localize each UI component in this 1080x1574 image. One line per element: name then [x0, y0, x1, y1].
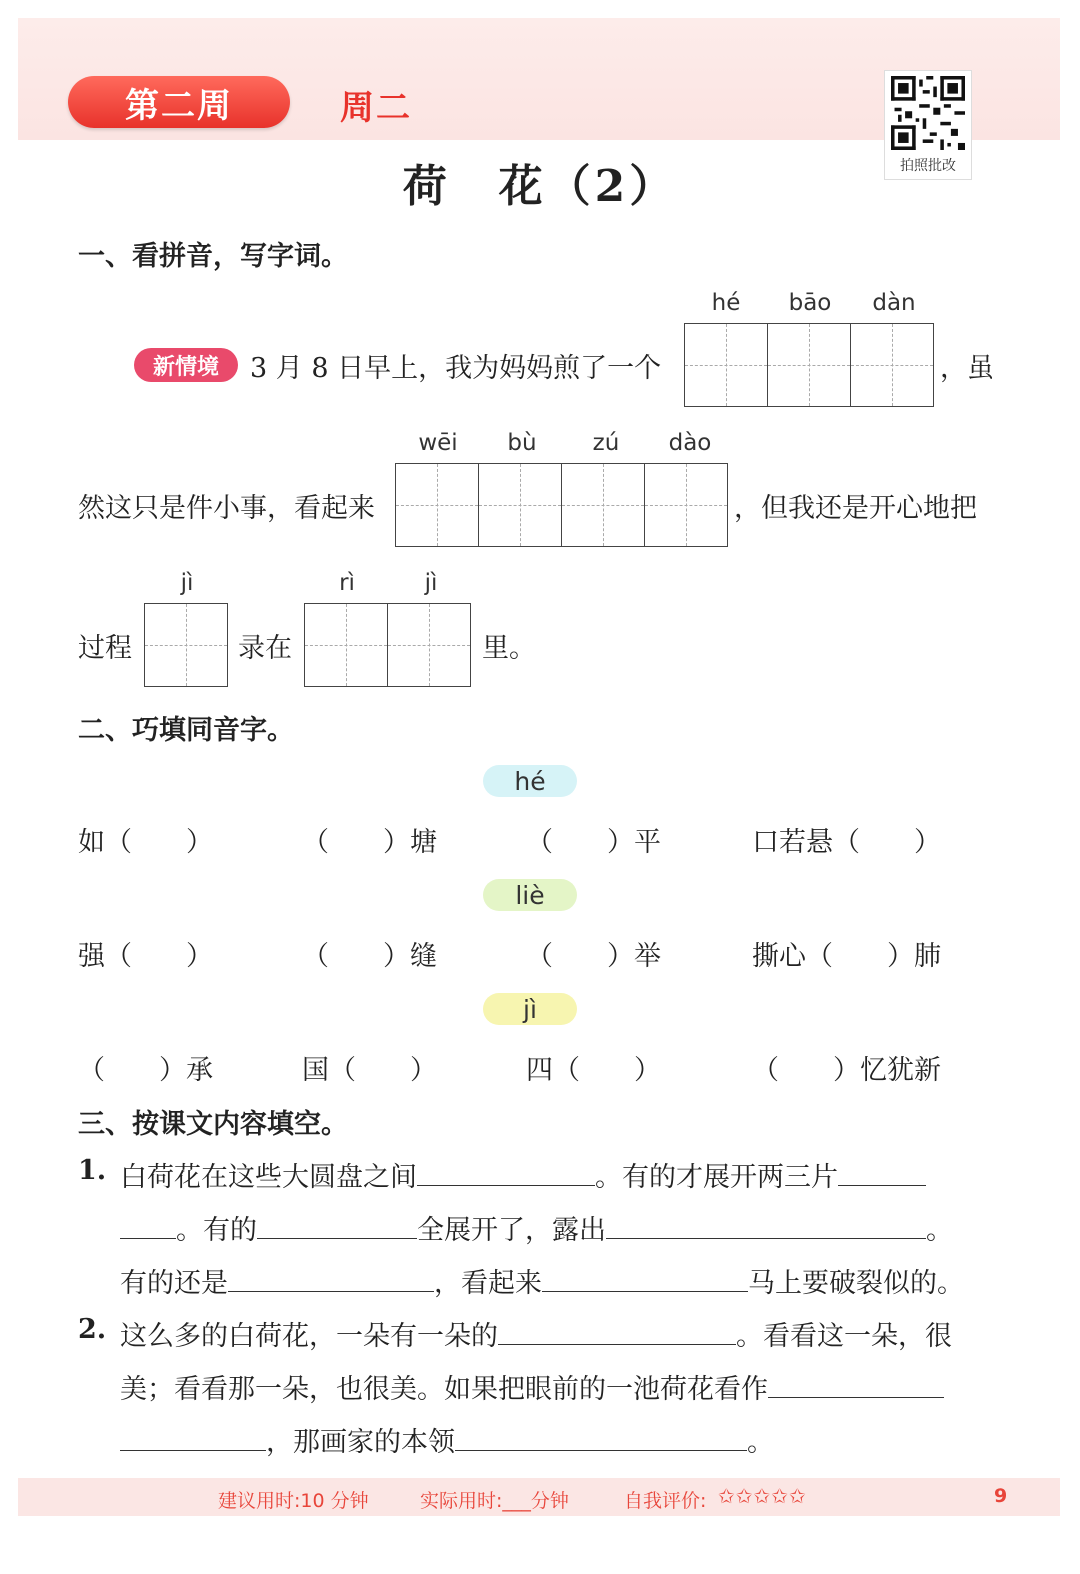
s1-line3-end: 里。 [482, 633, 536, 664]
q1-text-a: 白荷花在这些大圆盘之间 [120, 1162, 417, 1193]
s1-line1-end: ，虽 [940, 353, 994, 384]
writing-grid-3[interactable] [144, 603, 228, 687]
pinyin: dào [668, 430, 712, 456]
answer-blank[interactable] [417, 1159, 595, 1186]
q1-text-h: 马上要破裂似的。 [748, 1268, 964, 1299]
q1-line2 [120, 1208, 953, 1247]
page-title: 荷 花（2） [402, 161, 678, 212]
answer-blank[interactable] [542, 1265, 748, 1292]
answer-blank[interactable] [768, 1371, 944, 1398]
fill-item[interactable]: （ ）举 [526, 941, 661, 972]
qr-caption: 拍照批改 [900, 158, 956, 174]
s1-line1-text: 3 月 8 日早上，我为妈妈煎了一个 [250, 353, 662, 384]
q2-text-e: 。 [747, 1427, 774, 1458]
day-label: 周二 [340, 88, 412, 128]
q2-line2 [120, 1367, 944, 1406]
q2-text-d: ，那画家的本领 [266, 1427, 455, 1458]
answer-blank[interactable] [498, 1318, 736, 1345]
fill-item[interactable]: 撕心（ ）肺 [752, 941, 941, 972]
self-eval-label: 自我评价: [624, 1490, 707, 1512]
q2-number: 2. [78, 1314, 107, 1345]
answer-blank[interactable] [606, 1212, 926, 1239]
pinyin: jì [424, 570, 438, 596]
writing-cell[interactable] [145, 604, 227, 686]
q1-text-b: 。有的才展开两三片 [595, 1162, 838, 1193]
fill-item[interactable]: 如（ ） [78, 827, 213, 858]
q2-line3 [120, 1420, 774, 1459]
q1-line3 [120, 1261, 964, 1300]
new-context-badge: 新情境 [134, 348, 238, 382]
fill-item[interactable]: （ ）缝 [302, 941, 437, 972]
pinyin: jì [180, 570, 194, 596]
fill-item[interactable]: （ ）忆犹新 [752, 1055, 941, 1086]
q1-text-c: 。有的 [176, 1215, 257, 1246]
pinyin: dàn [872, 290, 916, 316]
suggested-time: 建议用时:10 分钟 [218, 1490, 369, 1512]
fill-item[interactable]: （ ）承 [78, 1055, 213, 1086]
actual-time[interactable]: 实际用时:___分钟 [420, 1490, 569, 1512]
writing-cell[interactable] [388, 604, 470, 686]
writing-cell[interactable] [305, 604, 388, 686]
q1-text-f: 有的还是 [120, 1268, 228, 1299]
pinyin: bāo [788, 290, 832, 316]
s1-line2-end: ，但我还是开心地把 [734, 493, 977, 524]
answer-blank[interactable] [120, 1212, 176, 1239]
fill-item[interactable]: 四（ ） [526, 1055, 661, 1086]
footer-bar [18, 1478, 1060, 1516]
q2-text-a: 这么多的白荷花，一朵有一朵的 [120, 1321, 498, 1352]
pinyin: rì [339, 570, 355, 596]
section-3-heading: 三、按课文内容填空。 [78, 1109, 348, 1140]
section-2-heading: 二、巧填同音字。 [78, 715, 294, 746]
writing-cell[interactable] [645, 464, 727, 546]
q1-number: 1. [78, 1155, 107, 1186]
page-number: 9 [994, 1485, 1008, 1507]
s1-line3-a: 过程 [78, 633, 132, 664]
writing-grid-1[interactable] [684, 323, 934, 407]
pinyin: wēi [418, 430, 458, 456]
q2-line1 [120, 1314, 952, 1353]
fill-item[interactable]: 强（ ） [78, 941, 213, 972]
section-1-heading: 一、看拼音，写字词。 [78, 241, 348, 272]
writing-cell[interactable] [768, 324, 851, 406]
fill-item[interactable]: （ ）塘 [302, 827, 437, 858]
fill-item[interactable]: 口若悬（ ） [752, 827, 941, 858]
s1-line3-b: 录在 [238, 633, 292, 664]
writing-cell[interactable] [562, 464, 645, 546]
pinyin-pill-lie: liè [483, 879, 577, 911]
q1-text-g: ，看起来 [434, 1268, 542, 1299]
writing-cell[interactable] [479, 464, 562, 546]
pinyin-pill-he: hé [483, 765, 577, 797]
pinyin: bù [507, 430, 537, 456]
rating-stars-icon[interactable]: ✩✩✩✩✩ [718, 1484, 807, 1508]
writing-cell[interactable] [685, 324, 768, 406]
answer-blank[interactable] [455, 1424, 747, 1451]
q2-text-c: 美；看看那一朵，也很美。如果把眼前的一池荷花看作 [120, 1374, 768, 1405]
q2-text-b: 。看看这一朵，很 [736, 1321, 952, 1352]
fill-item[interactable]: （ ）平 [526, 827, 661, 858]
writing-cell[interactable] [851, 324, 933, 406]
writing-cell[interactable] [396, 464, 479, 546]
pinyin: hé [711, 290, 741, 316]
q1-line1 [120, 1155, 926, 1194]
answer-blank[interactable] [120, 1424, 266, 1451]
q1-text-d: 全展开了，露出 [417, 1215, 606, 1246]
qr-code-icon [891, 76, 965, 150]
writing-grid-2[interactable] [395, 463, 728, 547]
pinyin: zú [592, 430, 620, 456]
fill-item[interactable]: 国（ ） [302, 1055, 437, 1086]
answer-blank[interactable] [257, 1212, 417, 1239]
writing-grid-4[interactable] [304, 603, 471, 687]
s1-line2-text: 然这只是件小事，看起来 [78, 493, 375, 524]
q1-text-e: 。 [926, 1215, 953, 1246]
answer-blank[interactable] [228, 1265, 434, 1292]
answer-blank[interactable] [838, 1159, 926, 1186]
week-badge: 第二周 [68, 76, 290, 128]
pinyin-pill-ji: jì [483, 993, 577, 1025]
